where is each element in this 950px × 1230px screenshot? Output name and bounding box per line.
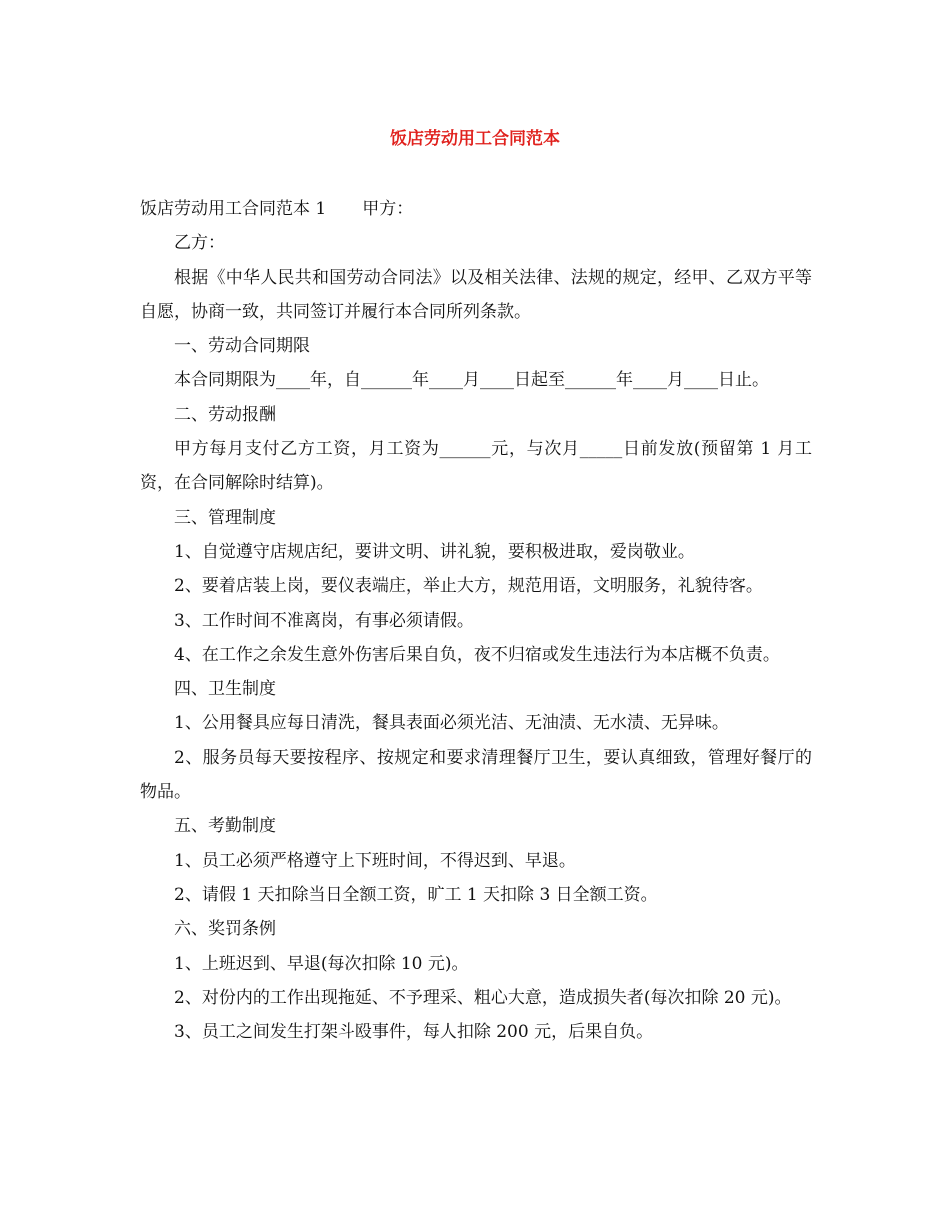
rewards-rule-1: 1、上班迟到、早退(每次扣除 10 元)。: [174, 953, 469, 974]
hygiene-rule-2: 2、服务员每天要按程序、按规定和要求清理餐厅卫生，要认真细致，管理好餐厅的物品。: [140, 747, 812, 803]
section-heading-management: 三、管理制度: [174, 507, 276, 528]
management-rule-4: 4、在工作之余发生意外伤害后果自负，夜不归宿或发生违法行为本店概不负责。: [174, 644, 780, 665]
document-body: [140, 192, 812, 1049]
preamble-paragraph: 根据《中华人民共和国劳动合同法》以及相关法律、法规的规定，经甲、乙双方平等自愿，协商一致，共同签订并履行本合同所列条款。: [140, 267, 812, 322]
attendance-rule-2: 2、请假 1 天扣除当日全额工资，旷工 1 天扣除 3 日全额工资。: [174, 884, 658, 905]
term-clause: 本合同期限为____年，自______年____月____日起至______年____月____日止。: [174, 370, 769, 391]
attendance-rule-1: 1、员工必须严格遵守上下班时间，不得迟到、早退。: [174, 850, 576, 871]
document-title: 饭店劳动用工合同范本: [390, 129, 560, 149]
management-rule-3: 3、工作时间不准离岗，有事必须请假。: [174, 610, 474, 631]
party-a-label: 甲方：: [362, 199, 414, 219]
rewards-rule-3: 3、员工之间发生打架斗殴事件，每人扣除 200 元，后果自负。: [174, 1022, 654, 1043]
section-heading-pay: 二、劳动报酬: [174, 404, 276, 425]
management-rule-2: 2、要着店装上岗，要仪表端庄，举止大方，规范用语，文明服务，礼貌待客。: [174, 576, 763, 597]
section-heading-hygiene: 四、卫生制度: [174, 679, 276, 700]
management-rule-1: 1、自觉遵守店规店纪，要讲文明、讲礼貌，要积极进取，爱岗敬业。: [174, 541, 695, 562]
contract-heading: 饭店劳动用工合同范本 1: [140, 199, 327, 219]
rewards-rule-2: 2、对份内的工作出现拖延、不予理采、粗心大意，造成损失者(每次扣除 20 元)。: [174, 987, 792, 1008]
section-heading-attendance: 五、考勤制度: [174, 816, 276, 837]
party-b-label: 乙方：: [174, 233, 225, 254]
section-heading-rewards: 六、奖罚条例: [174, 919, 276, 940]
pay-clause: 甲方每月支付乙方工资，月工资为______元，与次月_____日前发放(预留第 1 月工资，在合同解除时结算)。: [140, 439, 812, 494]
section-heading-term: 一、劳动合同期限: [174, 336, 310, 357]
intro-line: [140, 192, 812, 226]
hygiene-rule-1: 1、公用餐具应每日清洗，餐具表面必须光洁、无油渍、无水渍、无异味。: [174, 713, 729, 734]
